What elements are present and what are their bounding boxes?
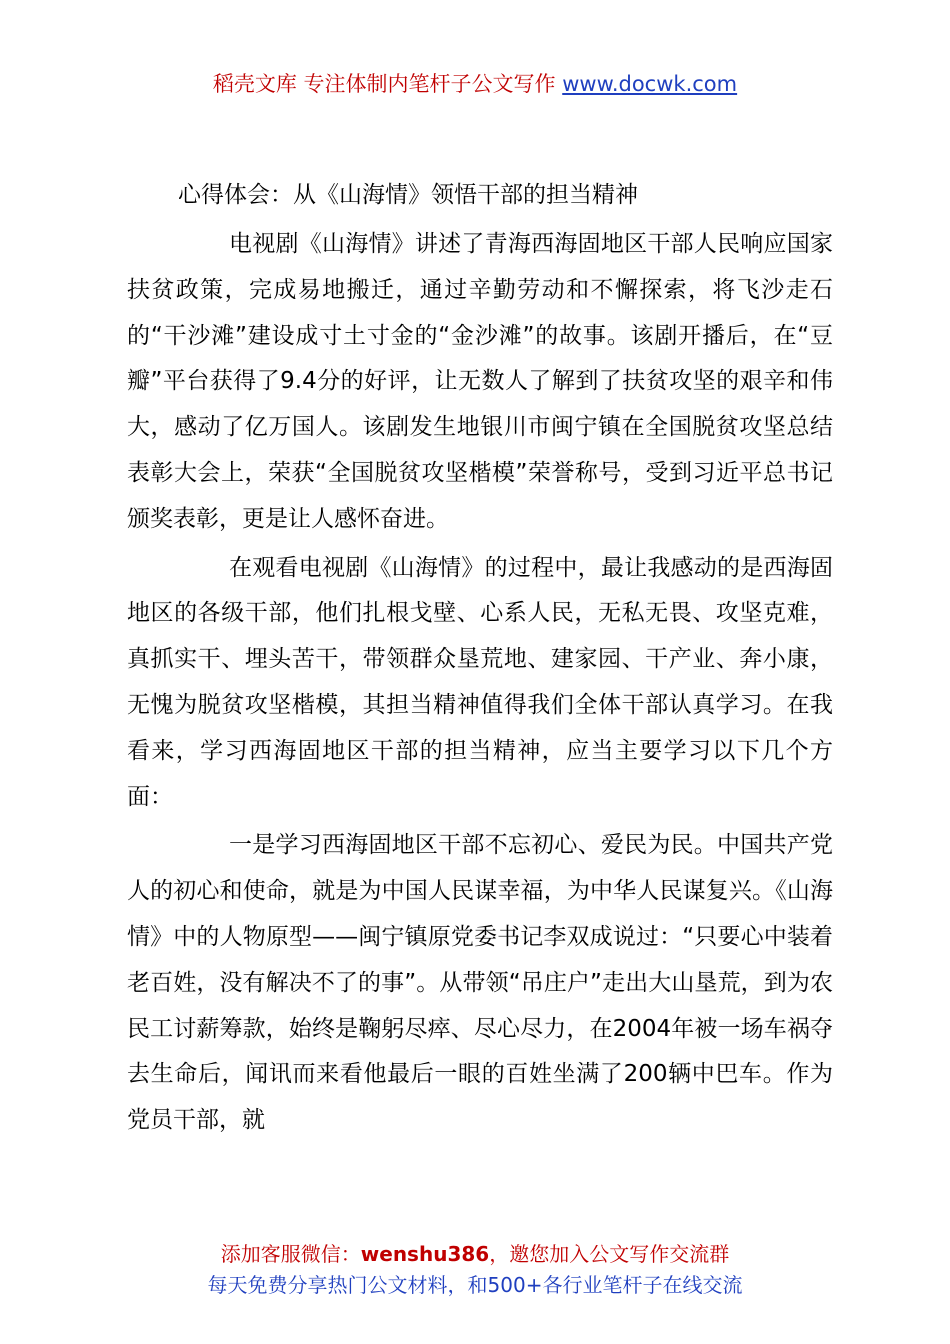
footer-line-wechat xyxy=(0,1239,950,1270)
paragraph-3: 一是学习西海固地区干部不忘初心、爱民为民。中国共产党人的初心和使命，就是为中国人民谋幸福，为中华人民谋复兴。《山海情》中的人物原型——闽宁镇原党委书记李双成说过：“只要心中装着老百姓，没有解决不了的事”。从带领“吊庄户”走出大山垦荒，到为农民工讨薪筹款，始终是鞠躬尽瘁、尽心尽力，在2004年被一场车祸夺去生命后，闻讯而来看他最后一眼的百姓坐满了200辆中巴车。作为党员干部，就 xyxy=(127,832,833,1134)
footer-wechat-prefix: 添加客服微信： xyxy=(220,1242,361,1266)
document-body xyxy=(127,222,833,1147)
paragraph-1: 电视剧《山海情》讲述了青海西海固地区干部人民响应国家扶贫政策，完成易地搬迁，通过辛勤劳动和不懈探索，将飞沙走石的“干沙滩”建设成寸土寸金的“金沙滩”的故事。该剧开播后，在“豆瓣”平台获得了9.4分的好评，让无数人了解到了扶贫攻坚的艰辛和伟大，感动了亿万国人。该剧发生地银川市闽宁镇在全国脱贫攻坚总结表彰大会上，荣获“全国脱贫攻坚楷模”荣誉称号，受到习近平总书记颁奖表彰，更是让人感怀奋进。 xyxy=(127,231,833,532)
header-website-link[interactable]: www.docwk.com xyxy=(562,72,738,96)
footer-wechat-id: wenshu386 xyxy=(360,1242,490,1266)
footer-line-share: 每天免费分享热门公文材料，和500+各行业笔杆子在线交流 xyxy=(207,1273,743,1297)
footer-wechat-suffix: ，邀您加入公文写作交流群 xyxy=(489,1242,730,1266)
paragraph-2: 在观看电视剧《山海情》的过程中，最让我感动的是西海固地区的各级干部，他们扎根戈壁、心系人民，无私无畏、攻坚克难，真抓实干、埋头苦干，带领群众垦荒地、建家园、干产业、奔小康，无愧为脱贫攻坚楷模，其担当精神值得我们全体干部认真学习。在我看来，学习西海固地区干部的担当精神，应当主要学习以下几个方面： xyxy=(127,554,833,810)
page-header xyxy=(0,70,950,98)
header-brand-text: 稻壳文库 专注体制内笔杆子公文写作 xyxy=(212,72,563,96)
page-footer xyxy=(0,1239,950,1301)
document-title: 心得体会：从《山海情》领悟干部的担当精神 xyxy=(178,182,638,208)
